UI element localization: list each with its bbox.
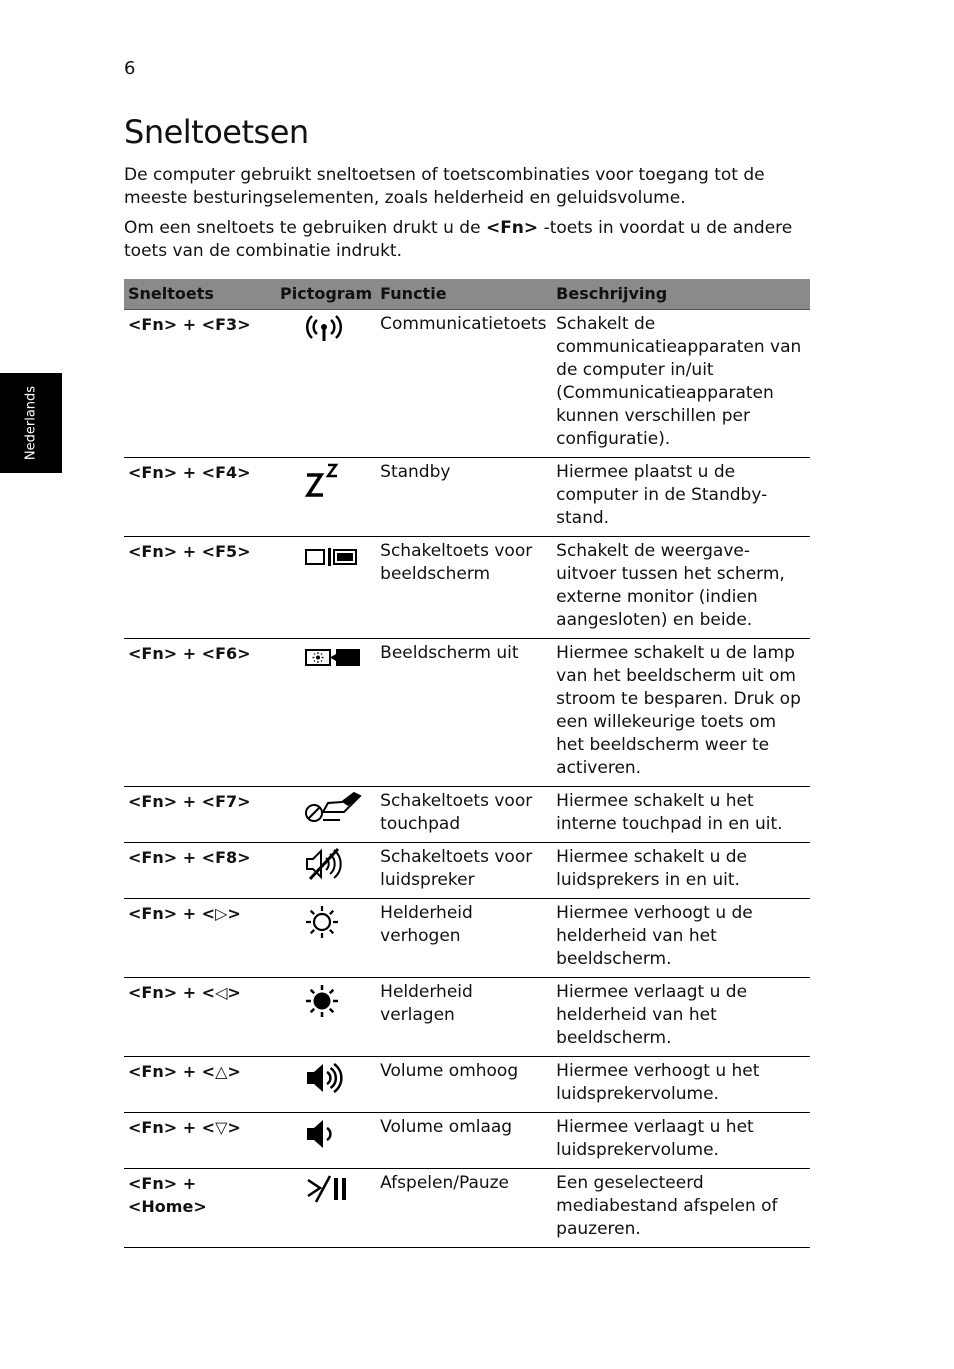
brightness-down-icon bbox=[304, 981, 344, 1021]
header-hotkey: Sneltoets bbox=[124, 279, 276, 310]
function-cell: Schakeltoets voor touchpad bbox=[376, 787, 552, 843]
touchpad-toggle-icon bbox=[304, 790, 362, 826]
volume-up-icon bbox=[304, 1060, 344, 1096]
hotkey-cell: <Fn> + <F4> bbox=[124, 458, 276, 537]
hotkey-cell: <Fn> + <F7> bbox=[124, 787, 276, 843]
display-switch-icon bbox=[304, 540, 360, 572]
fn-key-label: <Fn> bbox=[485, 218, 539, 238]
table-row bbox=[124, 310, 810, 458]
hotkey-cell: <Fn> + <Home> bbox=[124, 1169, 276, 1248]
function-cell: Helderheid verlagen bbox=[376, 978, 552, 1057]
table-row bbox=[124, 843, 810, 899]
function-cell: Beeldscherm uit bbox=[376, 639, 552, 787]
function-cell: Volume omhoog bbox=[376, 1057, 552, 1113]
description-cell: Hiermee verhoogt u het luidsprekervolume. bbox=[552, 1057, 810, 1113]
hotkey-cell: <Fn> + <△> bbox=[124, 1057, 276, 1113]
header-icon: Pictogram bbox=[276, 279, 376, 310]
header-description: Beschrijving bbox=[552, 279, 810, 310]
description-cell: Hiermee verlaagt u het luidsprekervolume. bbox=[552, 1113, 810, 1169]
intro-text-after: -toets in voordat u de andere toets van de combinatie indrukt. bbox=[124, 218, 793, 261]
description-cell: Schakelt de communicatieapparaten van de computer in/uit (Communicatieapparaten kunnen verschillen per configuratie). bbox=[552, 310, 810, 458]
hotkey-cell: <Fn> + <F8> bbox=[124, 843, 276, 899]
description-cell: Hiermee verhoogt u de helderheid van het beeldscherm. bbox=[552, 899, 810, 978]
function-cell: Schakeltoets voor luidspreker bbox=[376, 843, 552, 899]
sleep-icon bbox=[304, 461, 344, 499]
description-cell: Hiermee schakelt u het interne touchpad in en uit. bbox=[552, 787, 810, 843]
function-cell: Standby bbox=[376, 458, 552, 537]
language-tab bbox=[0, 373, 62, 473]
table-row bbox=[124, 458, 810, 537]
language-tab-label: Nederlands bbox=[23, 385, 39, 461]
hotkey-cell: <Fn> + <◁> bbox=[124, 978, 276, 1057]
table-header-row bbox=[124, 279, 810, 310]
table-row bbox=[124, 639, 810, 787]
table-row bbox=[124, 1057, 810, 1113]
page-number: 6 bbox=[124, 58, 136, 79]
hotkey-cell: <Fn> + <▷> bbox=[124, 899, 276, 978]
display-off-icon bbox=[304, 642, 362, 672]
description-cell: Een geselecteerd mediabestand afspelen of pauzeren. bbox=[552, 1169, 810, 1248]
description-cell: Hiermee schakelt u de luidsprekers in en uit. bbox=[552, 843, 810, 899]
volume-down-icon bbox=[304, 1116, 344, 1152]
hotkey-cell: <Fn> + <F5> bbox=[124, 537, 276, 639]
table-row bbox=[124, 978, 810, 1057]
hotkey-cell: <Fn> + <F6> bbox=[124, 639, 276, 787]
description-cell: Schakelt de weergave-uitvoer tussen het scherm, externe monitor (indien aangesloten) en beide. bbox=[552, 537, 810, 639]
description-cell: Hiermee verlaagt u de helderheid van het beeldscherm. bbox=[552, 978, 810, 1057]
hotkey-cell: <Fn> + <▽> bbox=[124, 1113, 276, 1169]
function-cell: Helderheid verhogen bbox=[376, 899, 552, 978]
intro-paragraph-1: De computer gebruikt sneltoetsen of toetscombinaties voor toegang tot de meeste besturingselementen, zoals helderheid en geluidsvolume. bbox=[124, 165, 765, 208]
function-cell: Schakeltoets voor beeldscherm bbox=[376, 537, 552, 639]
table-row bbox=[124, 787, 810, 843]
speaker-mute-icon bbox=[304, 846, 346, 882]
function-cell: Communicatietoets bbox=[376, 310, 552, 458]
header-function: Functie bbox=[376, 279, 552, 310]
table-row bbox=[124, 1113, 810, 1169]
function-cell: Volume omlaag bbox=[376, 1113, 552, 1169]
description-cell: Hiermee schakelt u de lamp van het beeldscherm uit om stroom te besparen. Druk op een willekeurige toets om het beeldscherm weer te activeren. bbox=[552, 639, 810, 787]
intro-text-before: Om een sneltoets te gebruiken drukt u de bbox=[124, 218, 486, 238]
table-row bbox=[124, 899, 810, 978]
brightness-up-icon bbox=[304, 902, 344, 942]
hotkeys-table bbox=[124, 279, 810, 1248]
wireless-icon bbox=[304, 313, 344, 345]
hotkey-cell: <Fn> + <F3> bbox=[124, 310, 276, 458]
table-row bbox=[124, 1169, 810, 1248]
function-cell: Afspelen/Pauze bbox=[376, 1169, 552, 1248]
page-title: Sneltoetsen bbox=[124, 113, 309, 151]
intro-paragraph-2 bbox=[124, 217, 814, 263]
description-cell: Hiermee plaatst u de computer in de Standby-stand. bbox=[552, 458, 810, 537]
table-row bbox=[124, 537, 810, 639]
play-pause-icon bbox=[304, 1172, 350, 1208]
